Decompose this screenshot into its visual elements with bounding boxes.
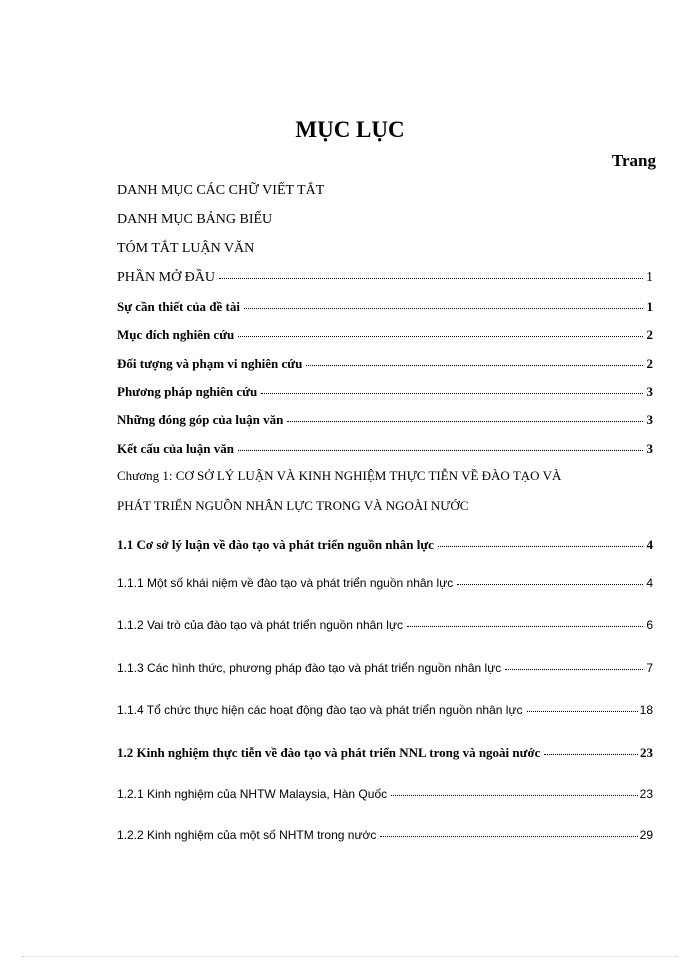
toc-entry-label: Phương pháp nghiên cứu bbox=[117, 384, 258, 399]
toc-entry-label: 1.1.3 Các hình thức, phương pháp đào tạo và phát triển nguồn nhân lực bbox=[117, 661, 502, 675]
toc-entry-label: 1.1 Cơ sở lý luận về đào tạo và phát triển nguồn nhân lực bbox=[117, 537, 434, 552]
toc-entry-page: 23 bbox=[639, 787, 653, 801]
toc-entry-page: 1 bbox=[646, 299, 653, 314]
page-title: MỤC LỤC bbox=[295, 117, 405, 142]
toc-entry-page: 4 bbox=[646, 537, 653, 552]
toc-entry-section-1-2[interactable] bbox=[117, 745, 653, 761]
dot-leader bbox=[238, 336, 643, 337]
dot-leader bbox=[380, 836, 637, 837]
toc-entry[interactable] bbox=[117, 299, 653, 315]
toc-entry-section-1-1-2[interactable] bbox=[117, 618, 653, 632]
toc-entry-label: Đối tượng và phạm vi nghiên cứu bbox=[117, 356, 303, 371]
dot-leader bbox=[505, 669, 643, 670]
toc-entry-page: 3 bbox=[646, 441, 653, 456]
toc-entry[interactable] bbox=[117, 441, 653, 457]
toc-entry-label: 1.2 Kinh nghiệm thực tiễn về đào tạo và phát triển NNL trong và ngoài nước bbox=[117, 745, 541, 760]
toc-entry-page: 6 bbox=[646, 618, 653, 632]
dot-leader bbox=[244, 308, 643, 309]
chapter-1-heading-line-2: PHÁT TRIỂN NGUỒN NHÂN LỰC TRONG VÀ NGOÀI NƯỚC bbox=[117, 498, 469, 513]
toc-entry-label: Những đóng góp của luận văn bbox=[117, 412, 284, 427]
toc-entry-section-1-2-2[interactable] bbox=[117, 828, 653, 842]
toc-entry-page: 3 bbox=[646, 412, 653, 427]
toc-entry-page: 2 bbox=[646, 356, 653, 371]
toc-entry-section-1-1-4[interactable] bbox=[117, 703, 653, 717]
toc-entry-page: 3 bbox=[646, 384, 653, 399]
toc-entry-section-1-1-3[interactable] bbox=[117, 661, 653, 675]
toc-entry[interactable] bbox=[117, 384, 653, 400]
toc-entry-label: 1.2.1 Kinh nghiệm của NHTW Malaysia, Hàn Quốc bbox=[117, 787, 388, 801]
front-matter-abbreviations: DANH MỤC CÁC CHỮ VIẾT TẮT bbox=[117, 183, 325, 198]
dot-leader bbox=[544, 754, 638, 755]
page-column-label: Trang bbox=[611, 151, 656, 170]
toc-entry-page: 4 bbox=[646, 576, 653, 590]
dot-leader bbox=[306, 365, 643, 366]
toc-entry-label: 1.1.1 Một số khái niệm về đào tạo và phát triển nguồn nhân lực bbox=[117, 576, 454, 590]
toc-entry-page: 23 bbox=[640, 745, 653, 760]
dot-leader bbox=[238, 450, 643, 451]
dot-leader bbox=[438, 546, 643, 547]
page-bottom-divider bbox=[22, 956, 678, 957]
toc-entry-page: 7 bbox=[646, 661, 653, 675]
toc-entry-page: 29 bbox=[639, 828, 653, 842]
dot-leader bbox=[457, 584, 643, 585]
toc-entry[interactable] bbox=[117, 327, 653, 343]
toc-entry-label: 1.2.2 Kinh nghiệm của một số NHTM trong nước bbox=[117, 828, 377, 842]
front-matter-tables: DANH MỤC BẢNG BIỂU bbox=[117, 212, 273, 227]
toc-entry-section-1-1-1[interactable] bbox=[117, 576, 653, 590]
front-matter-summary: TÓM TẮT LUẬN VĂN bbox=[117, 241, 255, 256]
toc-entry-intro[interactable] bbox=[117, 270, 653, 286]
toc-entry-page: 18 bbox=[639, 703, 653, 717]
toc-entry-label: Sự cần thiết của đề tài bbox=[117, 299, 240, 314]
toc-entry-label: Kết cấu của luận văn bbox=[117, 441, 235, 456]
dot-leader bbox=[527, 711, 638, 712]
toc-entry-section-1-1[interactable] bbox=[117, 537, 653, 553]
dot-leader bbox=[219, 278, 643, 279]
dot-leader bbox=[407, 626, 643, 627]
toc-entry-label: 1.1.2 Vai trò của đào tạo và phát triển nguồn nhân lực bbox=[117, 618, 404, 632]
toc-entry[interactable] bbox=[117, 356, 653, 372]
toc-entry[interactable] bbox=[117, 412, 653, 428]
toc-entry-section-1-2-1[interactable] bbox=[117, 787, 653, 801]
dot-leader bbox=[391, 795, 638, 796]
toc-entry-page: 1 bbox=[646, 270, 653, 285]
toc-entry-label: Mục đích nghiên cứu bbox=[117, 327, 235, 342]
toc-entry-page: 2 bbox=[646, 327, 653, 342]
toc-entry-label: PHẦN MỞ ĐẦU bbox=[117, 270, 216, 285]
toc-entry-label: 1.1.4 Tổ chức thực hiện các hoạt động đào tạo và phát triển nguồn nhân lực bbox=[117, 703, 523, 717]
dot-leader bbox=[261, 393, 643, 394]
chapter-1-heading-line-1: Chương 1: CƠ SỞ LÝ LUẬN VÀ KINH NGHIỆM THỰC TIỄN VỀ ĐÀO TẠO VÀ bbox=[117, 468, 562, 483]
dot-leader bbox=[287, 421, 643, 422]
